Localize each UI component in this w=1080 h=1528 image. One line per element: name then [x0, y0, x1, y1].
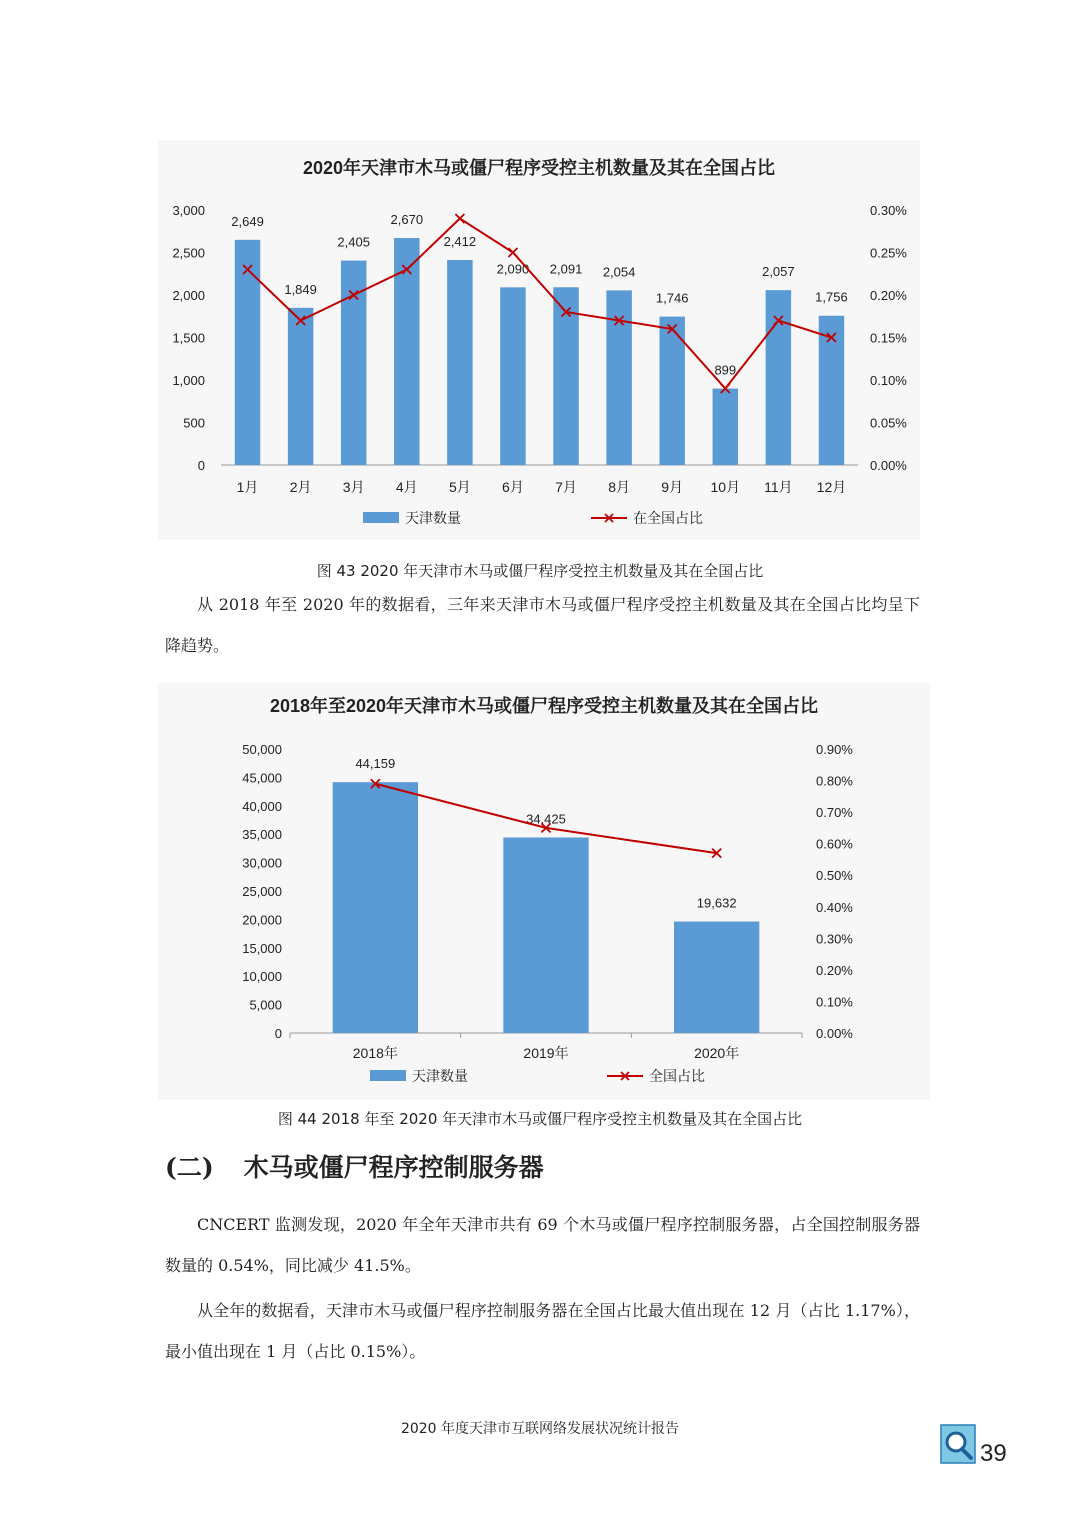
y2-tick-label: 0.10%: [870, 373, 907, 388]
y-tick-label: 40,000: [242, 798, 282, 814]
share-line: [248, 219, 832, 389]
y2-tick-label: 0.20%: [816, 962, 853, 978]
y2-tick-label: 0.30%: [816, 931, 853, 947]
yearly-chart-svg: [158, 683, 930, 1100]
x-category-label: 3月: [342, 479, 365, 495]
bar: [606, 290, 631, 465]
y2-tick-label: 0.40%: [816, 899, 853, 915]
bar-value-label: 34,425: [526, 811, 566, 827]
x-category-label: 10月: [710, 479, 741, 495]
y-tick-label: 1,500: [172, 330, 205, 346]
x-category-label: 2019年: [523, 1045, 569, 1061]
bar-value-label: 2,091: [549, 261, 583, 277]
y2-tick-label: 0.00%: [870, 458, 907, 473]
bar-value-label: 1,746: [655, 290, 689, 306]
bar: [500, 287, 525, 465]
y2-tick-label: 0.00%: [816, 1026, 853, 1041]
paragraph-trend: 从 2018 年至 2020 年的数据看，三年来天津市木马或僵尸程序受控主机数量及其在全国占比均呈下降趋势。: [165, 595, 920, 655]
legend-bar-label: 天津数量: [412, 1068, 468, 1084]
y2-tick-label: 0.90%: [816, 742, 853, 757]
y-tick-label: 5,000: [249, 997, 282, 1013]
y2-tick-label: 0.15%: [870, 330, 907, 346]
x-category-label: 2018年: [352, 1045, 398, 1061]
bar-value-label: 2,090: [496, 261, 530, 277]
section-title: 木马或僵尸程序控制服务器: [243, 1153, 544, 1182]
bar-value-label: 44,159: [355, 756, 396, 772]
bar-value-label: 1,849: [284, 281, 317, 297]
bar-value-label: 2,412: [443, 233, 477, 249]
y2-tick-label: 0.70%: [816, 805, 853, 821]
legend-line-label: 全国占比: [649, 1068, 705, 1084]
y-tick-label: 10,000: [242, 969, 282, 985]
section-heading: [165, 1148, 544, 1184]
y-tick-label: 500: [183, 415, 205, 431]
bar-value-label: 19,632: [696, 895, 737, 911]
bar-value-label: 2,670: [390, 212, 424, 228]
bar-value-label: 2,649: [231, 213, 264, 229]
y-tick-label: 3,000: [172, 203, 205, 218]
chart-title: 2018年至2020年天津市木马或僵尸程序受控主机数量及其在全国占比: [269, 696, 819, 716]
x-category-label: 7月: [555, 479, 577, 495]
y2-tick-label: 0.30%: [870, 203, 907, 218]
legend-bar-label: 天津数量: [405, 510, 461, 526]
bar: [766, 290, 791, 465]
monthly-chart: [158, 140, 920, 540]
y2-tick-label: 0.10%: [816, 994, 853, 1010]
y-tick-label: 30,000: [242, 855, 282, 871]
paragraph-cncert: CNCERT 监测发现，2020 年全年天津市共有 69 个木马或僵尸程序控制服务器，占全国控制服务器数量的 0.54%，同比减少 41.5%。: [165, 1215, 920, 1275]
x-category-label: 5月: [448, 479, 471, 495]
x-category-label: 1月: [236, 479, 259, 495]
share-marker: [455, 214, 464, 223]
y-tick-label: 35,000: [242, 827, 282, 843]
paragraph-monthly-stats: 从全年的数据看，天津市木马或僵尸程序控制服务器在全国占比最大值出现在 12 月（占比 1.17%），最小值出现在 1 月（占比 0.15%）。: [165, 1301, 920, 1361]
legend-bar-swatch: [370, 1070, 406, 1081]
bar-value-label: 2,057: [762, 264, 795, 280]
x-category-label: 2月: [289, 479, 312, 495]
legend-bar-swatch: [363, 512, 399, 523]
y-tick-label: 0: [274, 1026, 282, 1041]
section-number: (二): [165, 1153, 214, 1182]
y2-tick-label: 0.20%: [870, 288, 907, 303]
y2-tick-label: 0.80%: [816, 773, 853, 789]
y-tick-label: 25,000: [242, 884, 282, 899]
bar: [394, 238, 419, 465]
x-category-label: 12月: [816, 479, 847, 495]
bar: [288, 308, 313, 465]
chart-title: 2020年天津市木马或僵尸程序受控主机数量及其在全国占比: [302, 158, 776, 178]
x-category-label: 4月: [395, 479, 418, 495]
x-category-label: 6月: [502, 479, 524, 495]
y-tick-label: 45,000: [242, 770, 282, 786]
x-category-label: 11月: [764, 479, 793, 495]
y-tick-label: 1,000: [172, 373, 205, 388]
bar-value-label: 1,756: [815, 289, 848, 305]
bar: [235, 240, 260, 465]
y-tick-label: 15,000: [242, 940, 282, 956]
bar: [447, 260, 472, 465]
figure-44-caption: 图 44 2018 年至 2020 年天津市木马或僵尸程序受控主机数量及其在全国占比: [277, 1110, 803, 1128]
bar-value-label: 2,405: [337, 234, 370, 250]
y2-tick-label: 0.50%: [816, 868, 853, 884]
monthly-chart-svg: [158, 140, 920, 540]
y-tick-label: 0: [197, 458, 205, 473]
bar-value-label: 2,054: [602, 264, 636, 280]
y-tick-label: 2,000: [172, 288, 205, 303]
legend-line-label: 在全国占比: [633, 510, 703, 526]
bar: [713, 389, 738, 465]
x-category-label: 9月: [661, 479, 684, 495]
y2-tick-label: 0.60%: [816, 836, 853, 852]
bar: [503, 837, 588, 1033]
y-tick-label: 50,000: [242, 742, 282, 757]
x-category-label: 8月: [608, 479, 631, 495]
bar: [333, 782, 418, 1033]
y2-tick-label: 0.05%: [870, 415, 907, 431]
footer-report-title: 2020 年度天津市互联网络发展状况统计报告: [400, 1421, 680, 1437]
figure-43-caption: 图 43 2020 年天津市木马或僵尸程序受控主机数量及其在全国占比: [316, 562, 764, 580]
y2-tick-label: 0.25%: [870, 245, 907, 261]
y-tick-label: 2,500: [172, 245, 205, 261]
y-tick-label: 20,000: [242, 912, 282, 928]
bar-value-label: 899: [714, 362, 737, 378]
bar: [674, 921, 759, 1033]
page-number: 39: [980, 1440, 1007, 1467]
x-category-label: 2020年: [694, 1045, 740, 1061]
share-marker: [508, 248, 517, 257]
yearly-chart: [158, 683, 930, 1100]
magnifier-logo-icon: [940, 1424, 976, 1464]
